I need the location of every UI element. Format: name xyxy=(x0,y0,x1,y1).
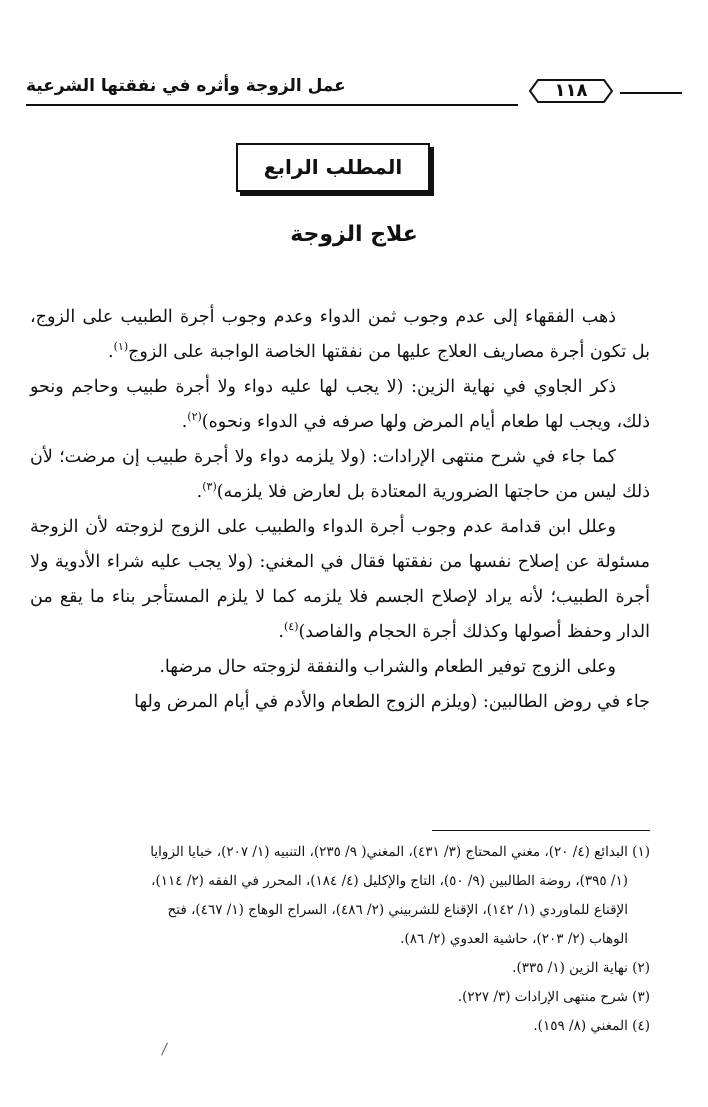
paragraph-6: جاء في روض الطالبين: (ويلزم الزوج الطعام والأدم في أيام المرض ولها xyxy=(134,692,650,712)
paragraph-3: كما جاء في شرح منتهى الإرادات: (ولا يلزمه دواء ولا أجرة طبيب إن مرضت؛ لأن ذلك ليس من حاجتها الضرورية المعتادة بل لعارض فلا يلزمه)$^{(٣)}$. xyxy=(30,447,650,502)
paragraph-3-text: كما جاء في شرح منتهى الإرادات: (ولا يلزمه دواء ولا أجرة طبيب إن مرضت؛ لأن ذلك ليس من حاجتها الضرورية المعتادة بل لعارض فلا يلزمه) xyxy=(30,447,650,502)
footnote-ref-3: (٣) xyxy=(202,480,217,494)
footnote-ref-2: (٢) xyxy=(187,410,202,424)
page-number-frame xyxy=(528,78,614,104)
section-label: المطلب الرابع xyxy=(263,155,403,179)
running-header xyxy=(26,72,682,112)
footnote-1-line-1: (١) البدائع (٤/ ٢٠)، مغني المحتاج (٣/ ٤٣١)، المغني( ٩/ ٢٣٥)، التنبيه (١/ ٢٠٧)، خبايا الزوايا xyxy=(150,844,650,860)
section-label-box xyxy=(236,143,430,192)
header-right-rule xyxy=(620,92,682,94)
page-number: ١١٨ xyxy=(554,80,588,101)
footnotes xyxy=(26,838,650,1041)
footnote-separator xyxy=(432,830,650,831)
footnote-ref-4: (٤) xyxy=(283,620,299,634)
scan-mark xyxy=(161,1042,168,1055)
paragraph-2: ذكر الجاوي في نهاية الزين: (لا يجب لها عليه دواء ولا أجرة طبيب وحاجم ونحو ذلك، ويجب لها طعام أيام المرض ولها صرفه في الدواء ونحوه)$^{(٢)}$. xyxy=(30,377,650,432)
paragraph-4-text: وعلل ابن قدامة عدم وجوب أجرة الدواء والطبيب على الزوج لزوجته لأن الزوجة مسئولة عن إصلاح نفسها من نفقتها فقال في المغني: (ولا يجب عليه شراء الأدوية ولا أجرة الطبيب؛ لأنه يراد لإصلاح الجسم فلا يلزمه كما لا يلزم المستأجر بناء ما يقع من الدار وحفظ أصولها وكذلك أجرة الحجام والفاصد) xyxy=(30,517,650,642)
paragraph-4: وعلل ابن قدامة عدم وجوب أجرة الدواء والطبيب على الزوج لزوجته لأن الزوجة مسئولة عن إصلاح نفسها من نفقتها فقال في المغني: (ولا يجب عليه شراء الأدوية ولا أجرة الطبيب؛ لأنه يراد لإصلاح الجسم فلا يلزمه كما لا يلزم المستأجر بناء ما يقع من الدار وحفظ أصولها وكذلك أجرة الحجام والفاصد)$^{(٤)}$. xyxy=(30,517,650,642)
header-title: عمل الزوجة وأثره في نفقتها الشرعية xyxy=(26,76,346,96)
paragraph-5: وعلى الزوج توفير الطعام والشراب والنفقة لزوجته حال مرضها. xyxy=(159,657,616,677)
body-text xyxy=(30,300,650,720)
section-title: علاج الزوجة xyxy=(290,222,418,247)
footnote-1-line-4: الوهاب (٢/ ٢٠٣)، حاشية العدوي (٢/ ٨٦). xyxy=(400,931,628,947)
footnote-2: (٢) نهاية الزين (١/ ٣٣٥). xyxy=(512,960,650,976)
footnote-ref-1: (١) xyxy=(113,340,129,354)
footnote-1-line-2: (١/ ٣٩٥)، روضة الطالبين (٩/ ٥٠)، التاج والإكليل (٤/ ١٨٤)، المحرر في الفقه (٢/ ١١٤)، xyxy=(151,873,628,889)
paragraph-1-text: ذهب الفقهاء إلى عدم وجوب ثمن الدواء وعدم وجوب أجرة الطبيب على الزوج، بل تكون أجرة مصاريف العلاج عليها من نفقتها الخاصة الواجبة على الزوج xyxy=(30,307,650,362)
paragraph-1: ذهب الفقهاء إلى عدم وجوب ثمن الدواء وعدم وجوب أجرة الطبيب على الزوج، بل تكون أجرة مصاريف العلاج عليها من نفقتها الخاصة الواجبة على الزوج$^{(١)}$. xyxy=(30,307,650,362)
paragraph-2-text: ذكر الجاوي في نهاية الزين: (لا يجب لها عليه دواء ولا أجرة طبيب وحاجم ونحو ذلك، ويجب لها طعام أيام المرض ولها صرفه في الدواء ونحوه) xyxy=(30,377,650,432)
footnote-3: (٣) شرح منتهى الإرادات (٣/ ٢٢٧). xyxy=(457,989,650,1005)
header-rule xyxy=(26,104,518,106)
footnote-4: (٤) المغني (٨/ ١٥٩). xyxy=(533,1018,650,1034)
footnote-1-line-3: الإقناع للماوردي (١/ ١٤٢)، الإقناع للشربيني (٢/ ٤٨٦)، السراج الوهاج (١/ ٤٦٧)، فتح xyxy=(167,902,628,918)
